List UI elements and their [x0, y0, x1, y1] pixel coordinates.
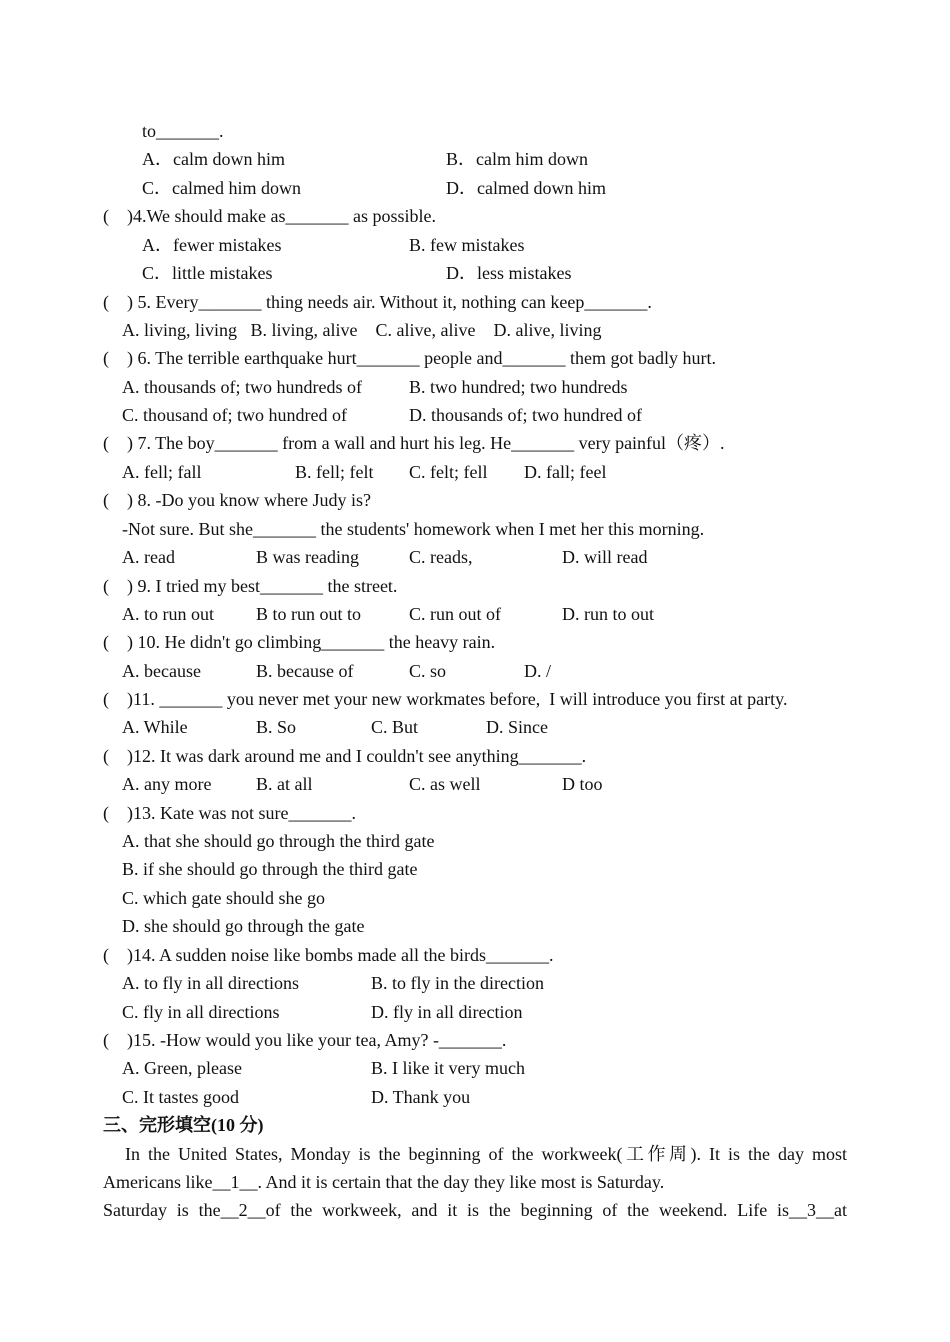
cloze-blank-3[interactable]: __3__: [789, 1200, 834, 1220]
q14-stem: ( )14. A sudden noise like bombs made all the birds_______.: [103, 945, 554, 965]
q4-option-b: B. few mistakes: [409, 235, 525, 255]
q15-option-a: A. Green, please: [122, 1058, 242, 1078]
q10-option-c: C. so: [409, 661, 447, 681]
q4-option-a: A．fewer mistakes: [142, 235, 282, 255]
q14-option-d: D. fly in all direction: [371, 1002, 523, 1022]
q8-stem-2: -Not sure. But she_______ the students' homework when I met her this morning.: [122, 519, 705, 539]
q14-option-a: A. to fly in all directions: [122, 973, 299, 993]
q11-option-d: D. Since: [486, 717, 548, 737]
q9-option-b: B to run out to: [256, 604, 362, 624]
cloze-paragraph-line1: In the United States, Monday is the beginning of the workweek(工作周). It is the day most: [125, 1144, 847, 1164]
q12-option-c: C. as well: [409, 774, 481, 794]
q13-option-d: D. she should go through the gate: [122, 916, 365, 936]
q8-option-a: A. read: [122, 547, 175, 567]
q9-option-a: A. to run out: [122, 604, 214, 624]
q12-stem: ( )12. It was dark around me and I couldn't see anything_______.: [103, 746, 587, 766]
cloze-blank-1[interactable]: __1__: [212, 1172, 258, 1192]
q8-option-b: B was reading: [256, 547, 359, 567]
q10-option-d: D. /: [524, 661, 551, 681]
q3-option-b: B．calm him down: [446, 149, 588, 169]
q13-option-c: C. which gate should she go: [122, 888, 325, 908]
q15-option-b: B. I like it very much: [371, 1058, 525, 1078]
q14-option-b: B. to fly in the direction: [371, 973, 544, 993]
q15-stem: ( )15. -How would you like your tea, Amy? -_______.: [103, 1030, 507, 1050]
q3-option-d: D．calmed down him: [446, 178, 606, 198]
q13-option-a: A. that she should go through the third gate: [122, 831, 435, 851]
q3-option-a: A．calm down him: [142, 149, 285, 169]
q7-stem: ( ) 7. The boy_______ from a wall and hurt his leg. He_______ very painful（疼）.: [103, 433, 725, 453]
q11-option-c: C. But: [371, 717, 419, 737]
q9-option-d: D. run to out: [562, 604, 654, 624]
q6-option-b: B. two hundred; two hundreds: [409, 377, 628, 397]
q3-tail: to_______.: [142, 121, 224, 141]
q3-option-c: C．calmed him down: [142, 178, 301, 198]
q8-option-c: C. reads,: [409, 547, 473, 567]
q14-option-c: C. fly in all directions: [122, 1002, 280, 1022]
q11-stem: ( )11. _______ you never met your new workmates before, I will introduce you first at party.: [103, 689, 788, 709]
cloze-paragraph-line3: Saturday is the__2__of the workweek, and it is the beginning of the weekend. Life is__3__at: [103, 1200, 847, 1220]
q12-option-b: B. at all: [256, 774, 313, 794]
q12-option-a: A. any more: [122, 774, 212, 794]
cloze-blank-2[interactable]: __2__: [220, 1200, 266, 1220]
q7-option-d: D. fall; feel: [524, 462, 607, 482]
q6-option-d: D. thousands of; two hundred of: [409, 405, 642, 425]
q6-option-c: C. thousand of; two hundred of: [122, 405, 347, 425]
q12-option-d: D too: [562, 774, 603, 794]
q11-option-a: A. While: [122, 717, 188, 737]
q13-option-b: B. if she should go through the third gate: [122, 859, 418, 879]
q10-option-b: B. because of: [256, 661, 354, 681]
q6-stem: ( ) 6. The terrible earthquake hurt_______ people and_______ them got badly hurt.: [103, 348, 717, 368]
q7-option-a: A. fell; fall: [122, 462, 202, 482]
q5-options: A. living, living B. living, alive C. alive, alive D. alive, living: [122, 320, 602, 340]
q4-stem: ( )4.We should make as_______ as possible.: [103, 206, 436, 226]
q4-option-c: C．little mistakes: [142, 263, 273, 283]
q9-option-c: C. run out of: [409, 604, 501, 624]
q10-option-a: A. because: [122, 661, 201, 681]
q6-option-a: A. thousands of; two hundreds of: [122, 377, 362, 397]
q9-stem: ( ) 9. I tried my best_______ the street.: [103, 576, 398, 596]
q8-option-d: D. will read: [562, 547, 648, 567]
q5-stem: ( ) 5. Every_______ thing needs air. Without it, nothing can keep_______.: [103, 292, 652, 312]
q8-stem: ( ) 8. -Do you know where Judy is?: [103, 490, 371, 510]
q4-option-d: D．less mistakes: [446, 263, 572, 283]
q13-stem: ( )13. Kate was not sure_______.: [103, 803, 356, 823]
q15-option-d: D. Thank you: [371, 1087, 471, 1107]
section3-title: 三、完形填空(10 分): [103, 1115, 264, 1135]
q7-option-b: B. fell; felt: [295, 462, 374, 482]
q15-option-c: C. It tastes good: [122, 1087, 239, 1107]
q11-option-b: B. So: [256, 717, 297, 737]
q7-option-c: C. felt; fell: [409, 462, 488, 482]
cloze-paragraph-line2: Americans like__1__. And it is certain that the day they like most is Saturday.: [103, 1172, 665, 1192]
q10-stem: ( ) 10. He didn't go climbing_______ the heavy rain.: [103, 632, 496, 652]
